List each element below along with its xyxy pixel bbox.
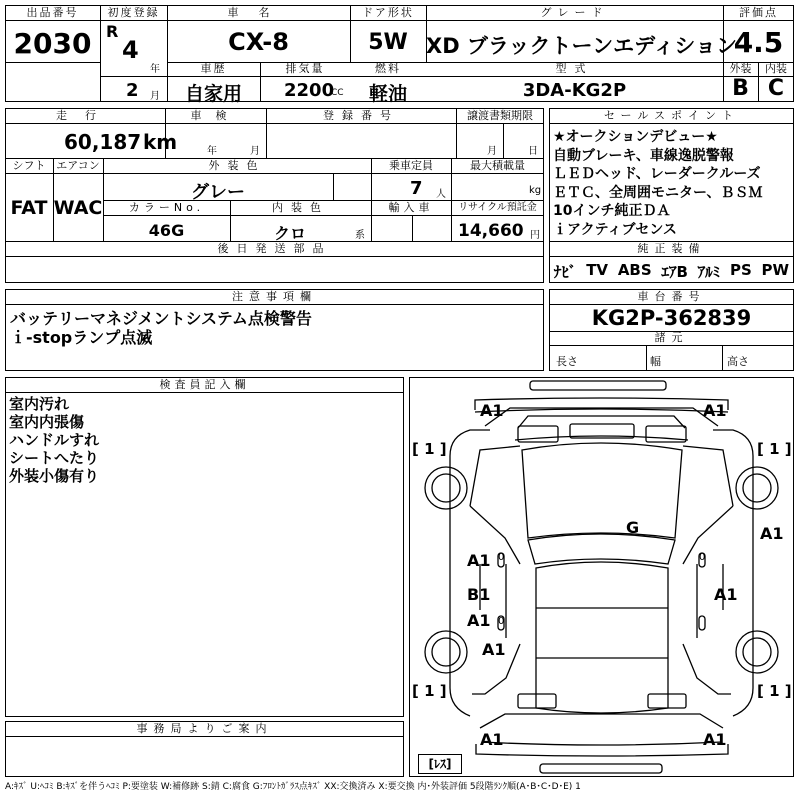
displacement-unit: CC: [331, 88, 344, 98]
exterior-grade: B: [732, 76, 749, 101]
displacement: 2200: [284, 80, 335, 101]
ext-color: グレー: [191, 182, 245, 203]
mark-rear-left-wheel: [ 1 ]: [412, 682, 447, 700]
mark-left-front-door-0: 0: [498, 552, 505, 563]
mark-left-rear-door-0: 0: [498, 616, 505, 627]
height-label: 高さ: [727, 355, 749, 368]
color-no: 46G: [148, 221, 185, 240]
score-label: 評価点: [739, 6, 778, 19]
length-label: 長さ: [556, 355, 578, 368]
recycle-label: リサイクル預託金: [458, 202, 537, 213]
selling-point: ★オークションデビュー★: [553, 129, 718, 145]
transfer-day-unit: 日: [528, 146, 538, 157]
score: 4.5: [733, 26, 784, 59]
selling-points-label: セールスポイント: [603, 109, 739, 122]
note-line: バッテリーマネジメントシステム点検警告: [10, 309, 312, 328]
ac: WAC: [53, 197, 103, 219]
max-load-unit: kg: [529, 185, 542, 196]
grade: XD ブラックトーンエディション: [426, 34, 737, 58]
inspector-line: ハンドルすれ: [9, 431, 100, 449]
model-label: 型式: [555, 62, 594, 75]
width-label: 幅: [650, 355, 661, 368]
capacity: 7: [410, 178, 423, 199]
mark-right-front-door-0: 0: [699, 552, 706, 563]
equipment-item: ｴｱB: [661, 263, 688, 281]
int-color-label: 内装色: [272, 201, 329, 214]
month-unit: 月: [150, 91, 160, 102]
lot-no: 2030: [13, 27, 92, 60]
year: 4: [122, 36, 139, 64]
door: 5W: [368, 30, 408, 55]
inspection-label: 車検: [190, 109, 241, 122]
mark-front-left-wheel: [ 1 ]: [412, 440, 447, 458]
shift: FAT: [10, 197, 48, 219]
later-parts-label: 後日発送部品: [217, 242, 332, 255]
mileage-unit: km: [143, 130, 178, 154]
equipment-item: ｱﾙﾐ: [697, 263, 721, 281]
first-reg-label: 初度登録: [107, 6, 160, 19]
mark-rear-right-wheel: [ 1 ]: [757, 682, 792, 700]
history-label: 車歴: [200, 62, 227, 75]
grade-label: グレード: [540, 6, 609, 19]
mark-right-fender: A1: [760, 524, 784, 543]
car-diagram: [409, 377, 794, 777]
color-no-label: カラーNo.: [128, 201, 205, 214]
recycle: 14,660: [458, 221, 524, 241]
inspector-line: 室内内張傷: [9, 413, 85, 431]
equipment-item: PW: [761, 261, 790, 279]
mark-rear-left: A1: [480, 730, 504, 749]
equipment-item: TV: [586, 261, 609, 279]
interior-grade: C: [767, 76, 785, 101]
mark-left-rear-fender: A1: [482, 640, 506, 659]
selling-point: 自動ブレーキ、車線逸脱警報: [553, 147, 734, 164]
max-load-label: 最大積載量: [470, 159, 525, 172]
fuel-label: 燃料: [375, 62, 401, 75]
selling-point: 10インチ純正ＤＡ: [553, 203, 671, 219]
mark-repair-tag: [ﾚｽ]: [418, 754, 462, 774]
inspection-year-unit: 年: [207, 146, 217, 157]
history: 自家用: [184, 83, 242, 105]
legend: A:ｷｽﾞ U:ﾍｺﾐ B:ｷｽﾞを伴うﾍｺﾐ P:要塗装 W:補修跡 S:錆 C:腐食 G:ﾌﾛﾝﾄｶﾞﾗｽ点ｷｽﾞ XX:交換済み X:要交換 内･外装評価 5段階ﾗﾝｸ順(A･B･C･D･E) 1: [5, 782, 581, 792]
equipment-label: 純正装備: [637, 242, 706, 255]
selling-point: ＬＥＤヘッド、レーダークルーズ: [553, 166, 761, 182]
mark-left-rear-door-b1: B1: [467, 585, 491, 604]
transfer-month-unit: 月: [487, 146, 497, 157]
notes-label: 注意事項欄: [232, 290, 317, 303]
mark-rear-right: A1: [703, 730, 727, 749]
inspection-month-unit: 月: [250, 146, 260, 157]
equipment-item: PS: [729, 261, 752, 279]
recycle-unit: 円: [530, 230, 540, 241]
mark-front-left: A1: [480, 401, 504, 420]
selling-point: ｉアクティブセンス: [553, 221, 677, 238]
car-name-label: 車名: [227, 6, 290, 19]
mileage: 60,187: [64, 130, 142, 154]
mark-front-right: A1: [703, 401, 727, 420]
interior-label: 内装: [765, 62, 787, 75]
equipment-item: ABS: [617, 261, 652, 279]
inspector-line: 外装小傷有り: [9, 467, 100, 485]
capacity-label: 乗車定員: [389, 159, 433, 172]
transfer-label: 譲渡書類期限: [467, 109, 533, 122]
import-label: 輸入車: [388, 201, 434, 214]
era: R: [106, 22, 119, 41]
selling-point: ＥＴＣ、全周囲モニター、ＢＳＭ: [553, 184, 763, 201]
mark-right-rear-door: A1: [714, 585, 738, 604]
dims-label: 諸元: [654, 331, 689, 344]
notes-list: [10, 309, 312, 347]
shift-label: シフト: [12, 159, 46, 172]
car-name: CX-8: [228, 28, 289, 56]
month: 2: [126, 80, 139, 101]
capacity-unit: 人: [436, 189, 446, 200]
equipment-item: ﾅﾋﾞ: [553, 263, 577, 281]
inspector-list: [9, 395, 99, 485]
selling-points-list: [553, 128, 762, 239]
equipment-list: [549, 261, 794, 282]
exterior-label: 外装: [729, 62, 752, 75]
ext-color-label: 外装色: [208, 159, 266, 172]
note-line: ｉ-stopランプ点滅: [10, 328, 153, 347]
lot-no-label: 出品番号: [26, 6, 79, 19]
displacement-label: 排気量: [285, 62, 325, 75]
mark-windshield: G: [626, 518, 640, 537]
door-label: ドア形状: [362, 6, 414, 19]
chassis-number: KG2P-362839: [591, 306, 752, 330]
year-unit: 年: [150, 64, 160, 75]
mark-left-front-door: A1: [467, 551, 491, 570]
inspector-label: 検査員記入欄: [159, 378, 250, 391]
reg-no-label: 登録番号: [323, 109, 399, 122]
inspector-line: 室内汚れ: [9, 395, 70, 413]
fuel: 軽油: [368, 83, 407, 105]
int-color: クロ: [273, 224, 306, 243]
int-color-suffix: 系: [355, 230, 365, 241]
model: 3DA-KG2P: [522, 80, 627, 101]
inspector-line: シートへたり: [9, 449, 100, 467]
ac-label: エアコン: [56, 159, 100, 172]
mark-left-rear-door: A1: [467, 611, 491, 630]
office-label: 事務局よりご案内: [136, 722, 273, 735]
chassis-label: 車台番号: [637, 290, 706, 303]
mileage-label: 走行: [56, 109, 114, 122]
mark-front-right-wheel: [ 1 ]: [757, 440, 792, 458]
